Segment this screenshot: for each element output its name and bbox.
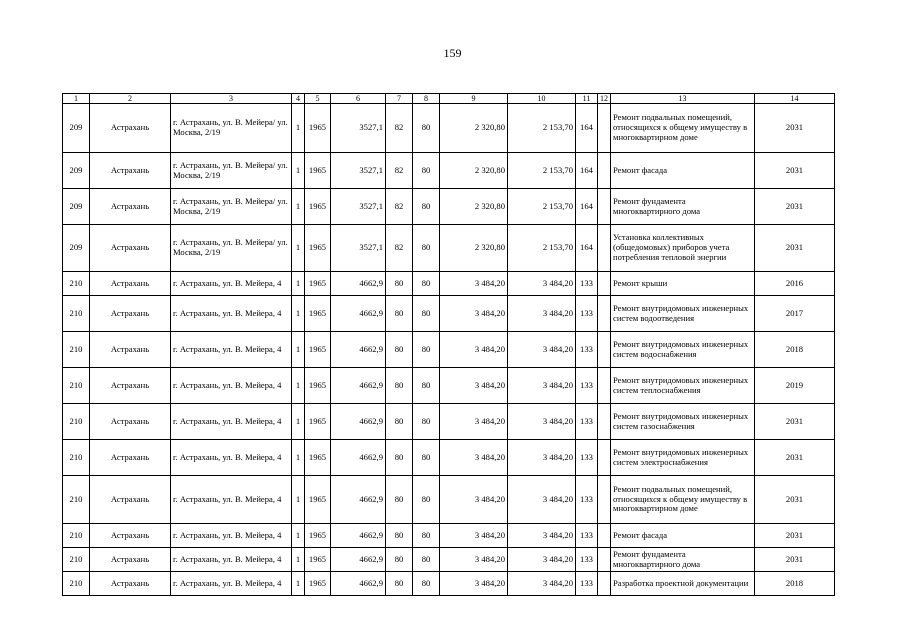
cell-col7: 80 — [386, 524, 413, 548]
cell-col8: 80 — [413, 368, 440, 404]
cell-plan-year: 2031 — [755, 189, 835, 225]
cell-col4: 1 — [292, 440, 305, 476]
cell-work-type: Ремонт внутридомовых инженерных систем водоснабжения — [611, 332, 755, 368]
cell-col11: 133 — [576, 272, 598, 296]
cell-work-type: Ремонт крыши — [611, 272, 755, 296]
cell-year: 1965 — [305, 189, 331, 225]
cell-col12 — [598, 189, 611, 225]
cell-col7: 80 — [386, 272, 413, 296]
column-number-5: 5 — [305, 94, 331, 104]
cell-col4: 1 — [292, 368, 305, 404]
cell-area: 4662,9 — [331, 404, 386, 440]
cell-area: 4662,9 — [331, 476, 386, 524]
cell-col8: 80 — [413, 572, 440, 596]
cell-col10: 3 484,20 — [508, 272, 576, 296]
cell-address: г. Астрахань, ул. В. Мейера, 4 — [171, 476, 292, 524]
column-number-10: 10 — [508, 94, 576, 104]
cell-address: г. Астрахань, ул. В. Мейера, 4 — [171, 368, 292, 404]
cell-number: 210 — [63, 524, 90, 548]
table-row — [63, 572, 835, 596]
cell-address: г. Астрахань, ул. В. Мейера, 4 — [171, 440, 292, 476]
cell-col7: 80 — [386, 296, 413, 332]
cell-col8: 80 — [413, 153, 440, 189]
cell-col8: 80 — [413, 476, 440, 524]
cell-col4: 1 — [292, 404, 305, 440]
cell-col12 — [598, 572, 611, 596]
column-number-row — [63, 94, 835, 104]
cell-col11: 133 — [576, 476, 598, 524]
column-number-8: 8 — [413, 94, 440, 104]
cell-col9: 3 484,20 — [440, 440, 508, 476]
cell-address: г. Астрахань, ул. В. Мейера/ ул. Москва, 2/19 — [171, 104, 292, 153]
page-number: 159 — [443, 46, 462, 60]
cell-number: 209 — [63, 153, 90, 189]
cell-col12 — [598, 440, 611, 476]
column-number-11: 11 — [576, 94, 598, 104]
cell-year: 1965 — [305, 225, 331, 272]
cell-address: г. Астрахань, ул. В. Мейера/ ул. Москва, 2/19 — [171, 153, 292, 189]
cell-work-type: Ремонт фундамента многоквартирного дома — [611, 548, 755, 572]
table-row — [63, 225, 835, 272]
cell-col12 — [598, 368, 611, 404]
table-header — [63, 94, 835, 104]
column-number-4: 4 — [292, 94, 305, 104]
cell-address: г. Астрахань, ул. В. Мейера, 4 — [171, 296, 292, 332]
cell-number: 209 — [63, 189, 90, 225]
cell-city: Астрахань — [90, 296, 171, 332]
cell-area: 4662,9 — [331, 524, 386, 548]
cell-col11: 133 — [576, 548, 598, 572]
cell-address: г. Астрахань, ул. В. Мейера, 4 — [171, 548, 292, 572]
cell-col12 — [598, 272, 611, 296]
cell-col7: 80 — [386, 572, 413, 596]
cell-city: Астрахань — [90, 272, 171, 296]
cell-address: г. Астрахань, ул. В. Мейера/ ул. Москва, 2/19 — [171, 189, 292, 225]
table-row — [63, 404, 835, 440]
cell-col4: 1 — [292, 548, 305, 572]
cell-address: г. Астрахань, ул. В. Мейера, 4 — [171, 332, 292, 368]
table-row — [63, 332, 835, 368]
cell-work-type: Ремонт внутридомовых инженерных систем газоснабжения — [611, 404, 755, 440]
cell-year: 1965 — [305, 272, 331, 296]
cell-city: Астрахань — [90, 104, 171, 153]
cell-area: 3527,1 — [331, 225, 386, 272]
cell-col7: 80 — [386, 476, 413, 524]
cell-col9: 3 484,20 — [440, 332, 508, 368]
cell-col9: 3 484,20 — [440, 368, 508, 404]
cell-col4: 1 — [292, 476, 305, 524]
cell-plan-year: 2031 — [755, 225, 835, 272]
cell-area: 4662,9 — [331, 368, 386, 404]
cell-col9: 3 484,20 — [440, 404, 508, 440]
cell-year: 1965 — [305, 524, 331, 548]
cell-number: 210 — [63, 548, 90, 572]
cell-work-type: Установка коллективных (общедомовых) приборов учета потребления тепловой энергии — [611, 225, 755, 272]
cell-col11: 164 — [576, 225, 598, 272]
table-row — [63, 548, 835, 572]
cell-year: 1965 — [305, 296, 331, 332]
capital-repair-table — [62, 93, 835, 596]
cell-col4: 1 — [292, 332, 305, 368]
cell-col8: 80 — [413, 332, 440, 368]
cell-col4: 1 — [292, 104, 305, 153]
cell-col10: 2 153,70 — [508, 104, 576, 153]
cell-col10: 2 153,70 — [508, 225, 576, 272]
cell-number: 210 — [63, 296, 90, 332]
cell-work-type: Ремонт внутридомовых инженерных систем электроснабжения — [611, 440, 755, 476]
cell-col12 — [598, 404, 611, 440]
cell-plan-year: 2031 — [755, 548, 835, 572]
cell-work-type: Разработка проектной документации — [611, 572, 755, 596]
cell-col4: 1 — [292, 189, 305, 225]
cell-number: 209 — [63, 104, 90, 153]
cell-address: г. Астрахань, ул. В. Мейера, 4 — [171, 572, 292, 596]
cell-col10: 3 484,20 — [508, 524, 576, 548]
column-number-13: 13 — [611, 94, 755, 104]
cell-area: 4662,9 — [331, 272, 386, 296]
cell-area: 3527,1 — [331, 104, 386, 153]
cell-number: 210 — [63, 368, 90, 404]
cell-col4: 1 — [292, 524, 305, 548]
cell-number: 209 — [63, 225, 90, 272]
cell-col9: 2 320,80 — [440, 225, 508, 272]
cell-col10: 3 484,20 — [508, 296, 576, 332]
cell-city: Астрахань — [90, 572, 171, 596]
cell-col11: 133 — [576, 332, 598, 368]
cell-col10: 3 484,20 — [508, 440, 576, 476]
cell-work-type: Ремонт фундамента многоквартирного дома — [611, 189, 755, 225]
cell-address: г. Астрахань, ул. В. Мейера, 4 — [171, 404, 292, 440]
cell-col7: 82 — [386, 225, 413, 272]
cell-year: 1965 — [305, 368, 331, 404]
cell-col8: 80 — [413, 189, 440, 225]
cell-address: г. Астрахань, ул. В. Мейера, 4 — [171, 524, 292, 548]
cell-col10: 3 484,20 — [508, 572, 576, 596]
cell-col11: 164 — [576, 153, 598, 189]
cell-number: 210 — [63, 440, 90, 476]
cell-col9: 3 484,20 — [440, 548, 508, 572]
cell-col8: 80 — [413, 272, 440, 296]
cell-col12 — [598, 332, 611, 368]
cell-col7: 82 — [386, 153, 413, 189]
cell-year: 1965 — [305, 104, 331, 153]
cell-col9: 2 320,80 — [440, 104, 508, 153]
cell-col4: 1 — [292, 572, 305, 596]
cell-number: 210 — [63, 332, 90, 368]
cell-col7: 82 — [386, 189, 413, 225]
table-row — [63, 153, 835, 189]
cell-col11: 133 — [576, 368, 598, 404]
cell-col12 — [598, 296, 611, 332]
cell-col8: 80 — [413, 296, 440, 332]
column-number-9: 9 — [440, 94, 508, 104]
cell-area: 4662,9 — [331, 332, 386, 368]
cell-plan-year: 2031 — [755, 404, 835, 440]
cell-work-type: Ремонт внутридомовых инженерных систем водоотведения — [611, 296, 755, 332]
cell-plan-year: 2017 — [755, 296, 835, 332]
table-row — [63, 296, 835, 332]
cell-plan-year: 2031 — [755, 440, 835, 476]
cell-city: Астрахань — [90, 404, 171, 440]
cell-work-type: Ремонт подвальных помещений, относящихся к общему имуществу в многоквартирном доме — [611, 104, 755, 153]
cell-col8: 80 — [413, 524, 440, 548]
cell-col8: 80 — [413, 548, 440, 572]
cell-year: 1965 — [305, 548, 331, 572]
cell-address: г. Астрахань, ул. В. Мейера/ ул. Москва, 2/19 — [171, 225, 292, 272]
cell-area: 4662,9 — [331, 440, 386, 476]
cell-col12 — [598, 548, 611, 572]
table-row — [63, 440, 835, 476]
cell-col7: 82 — [386, 104, 413, 153]
cell-city: Астрахань — [90, 225, 171, 272]
cell-col10: 3 484,20 — [508, 548, 576, 572]
cell-col10: 2 153,70 — [508, 153, 576, 189]
cell-area: 4662,9 — [331, 572, 386, 596]
cell-col9: 3 484,20 — [440, 272, 508, 296]
cell-col11: 133 — [576, 572, 598, 596]
cell-plan-year: 2018 — [755, 332, 835, 368]
cell-col4: 1 — [292, 225, 305, 272]
cell-col12 — [598, 153, 611, 189]
cell-col11: 133 — [576, 440, 598, 476]
column-number-6: 6 — [331, 94, 386, 104]
column-number-3: 3 — [171, 94, 292, 104]
cell-plan-year: 2031 — [755, 476, 835, 524]
cell-city: Астрахань — [90, 332, 171, 368]
cell-area: 3527,1 — [331, 189, 386, 225]
cell-plan-year: 2031 — [755, 104, 835, 153]
cell-col10: 3 484,20 — [508, 332, 576, 368]
cell-work-type: Ремонт фасада — [611, 153, 755, 189]
cell-col12 — [598, 104, 611, 153]
cell-plan-year: 2031 — [755, 153, 835, 189]
cell-area: 4662,9 — [331, 296, 386, 332]
cell-plan-year: 2016 — [755, 272, 835, 296]
cell-col11: 133 — [576, 404, 598, 440]
cell-year: 1965 — [305, 404, 331, 440]
cell-work-type: Ремонт подвальных помещений, относящихся к общему имуществу в многоквартирном доме — [611, 476, 755, 524]
cell-col7: 80 — [386, 404, 413, 440]
column-number-1: 1 — [63, 94, 90, 104]
cell-city: Астрахань — [90, 440, 171, 476]
cell-year: 1965 — [305, 440, 331, 476]
cell-col8: 80 — [413, 404, 440, 440]
cell-col9: 3 484,20 — [440, 296, 508, 332]
cell-plan-year: 2031 — [755, 524, 835, 548]
column-number-7: 7 — [386, 94, 413, 104]
cell-col9: 3 484,20 — [440, 524, 508, 548]
cell-col10: 3 484,20 — [508, 368, 576, 404]
cell-col12 — [598, 225, 611, 272]
column-number-12: 12 — [598, 94, 611, 104]
cell-plan-year: 2019 — [755, 368, 835, 404]
cell-col8: 80 — [413, 440, 440, 476]
cell-col4: 1 — [292, 153, 305, 189]
cell-col11: 133 — [576, 296, 598, 332]
cell-area: 3527,1 — [331, 153, 386, 189]
cell-col7: 80 — [386, 368, 413, 404]
cell-col11: 133 — [576, 524, 598, 548]
cell-work-type: Ремонт внутридомовых инженерных систем теплоснабжения — [611, 368, 755, 404]
cell-city: Астрахань — [90, 153, 171, 189]
cell-area: 4662,9 — [331, 548, 386, 572]
cell-col4: 1 — [292, 272, 305, 296]
cell-year: 1965 — [305, 572, 331, 596]
cell-col7: 80 — [386, 440, 413, 476]
cell-col9: 3 484,20 — [440, 476, 508, 524]
cell-col10: 3 484,20 — [508, 476, 576, 524]
table-row — [63, 368, 835, 404]
cell-col7: 80 — [386, 548, 413, 572]
cell-col8: 80 — [413, 104, 440, 153]
cell-city: Астрахань — [90, 476, 171, 524]
cell-year: 1965 — [305, 153, 331, 189]
cell-col11: 164 — [576, 104, 598, 153]
cell-year: 1965 — [305, 476, 331, 524]
table-row — [63, 524, 835, 548]
cell-number: 210 — [63, 572, 90, 596]
cell-col9: 2 320,80 — [440, 189, 508, 225]
cell-col9: 3 484,20 — [440, 572, 508, 596]
cell-number: 210 — [63, 272, 90, 296]
cell-col8: 80 — [413, 225, 440, 272]
table-body — [63, 104, 835, 596]
cell-col7: 80 — [386, 332, 413, 368]
table-row — [63, 189, 835, 225]
column-number-2: 2 — [90, 94, 171, 104]
cell-work-type: Ремонт фасада — [611, 524, 755, 548]
column-number-14: 14 — [755, 94, 835, 104]
cell-number: 210 — [63, 404, 90, 440]
cell-col10: 2 153,70 — [508, 189, 576, 225]
cell-col11: 164 — [576, 189, 598, 225]
cell-address: г. Астрахань, ул. В. Мейера, 4 — [171, 272, 292, 296]
table-row — [63, 272, 835, 296]
cell-city: Астрахань — [90, 524, 171, 548]
cell-city: Астрахань — [90, 189, 171, 225]
cell-col12 — [598, 476, 611, 524]
cell-col4: 1 — [292, 296, 305, 332]
cell-col9: 2 320,80 — [440, 153, 508, 189]
cell-plan-year: 2018 — [755, 572, 835, 596]
table-row — [63, 476, 835, 524]
cell-col12 — [598, 524, 611, 548]
cell-city: Астрахань — [90, 368, 171, 404]
cell-col10: 3 484,20 — [508, 404, 576, 440]
table-row — [63, 104, 835, 153]
cell-year: 1965 — [305, 332, 331, 368]
cell-city: Астрахань — [90, 548, 171, 572]
cell-number: 210 — [63, 476, 90, 524]
